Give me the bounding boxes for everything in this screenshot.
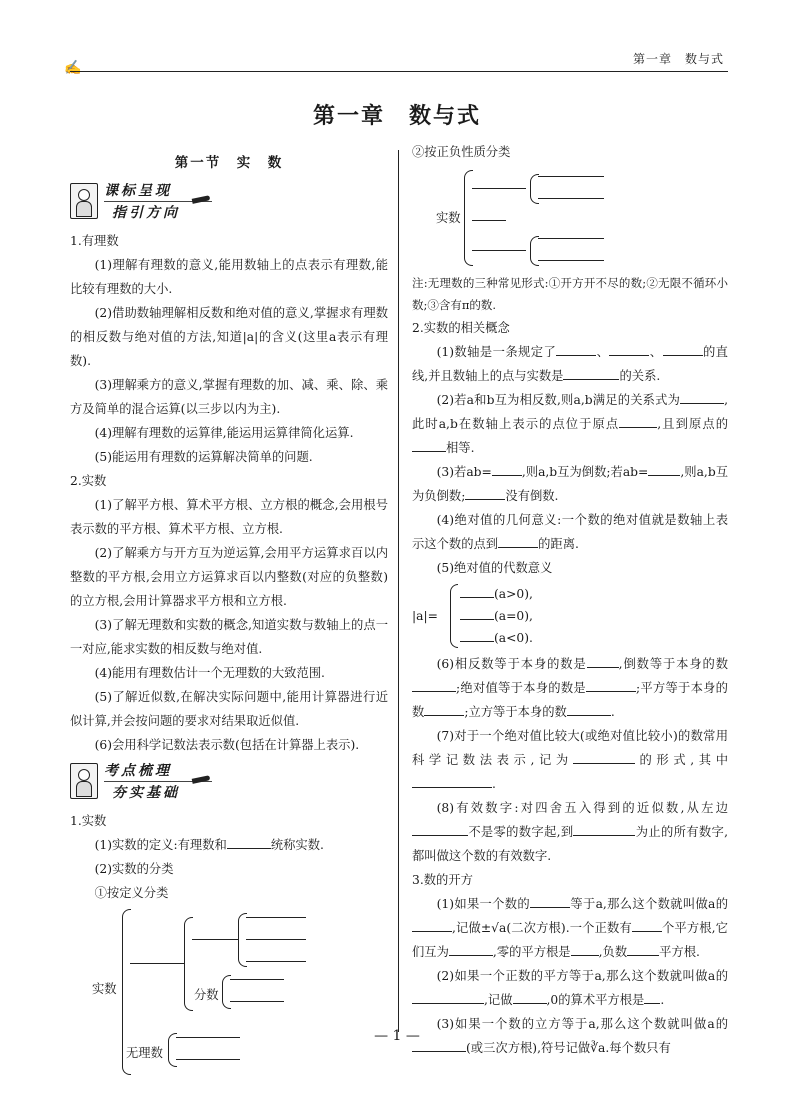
blank-line [246, 917, 306, 918]
badge-line1: 课标呈现 [104, 183, 172, 199]
heading: 1.实数 [70, 814, 107, 828]
paragraph: (1)实数的定义:有理数和 统称实数. [70, 833, 388, 857]
tree-root-label: 实数 [436, 211, 461, 225]
paragraph: (7)对于一个绝对值比较大(或绝对值比较小)的数常用科学记数法表示,记为 的形式,其中. [412, 729, 728, 791]
blank-line [130, 963, 184, 964]
paragraph: (5)能运用有理数的运算解决简单的问题. [94, 450, 313, 464]
paragraph: (1)理解有理数的意义,能用数轴上的点表示有理数,能比较有理数的大小. [70, 258, 388, 296]
heading: 2.实数的相关概念 [412, 321, 510, 335]
blank-line [472, 250, 526, 251]
badge-line2: 指引方向 [112, 205, 180, 221]
heading: 3.数的开方 [412, 873, 473, 887]
paragraph: (6)会用科学记数法表示数(包括在计算器上表示). [94, 738, 360, 752]
blank-line [538, 198, 604, 199]
paragraph: (2)若a和b互为相反数,则a,b满足的关系式为 ,此时a,b在数轴上表示的点位于原点 ,且到原点的相等. [412, 388, 728, 460]
blank-line [538, 176, 604, 177]
paragraph: (1)如果一个数的 等于a,那么这个数就叫做a的,记做±√a(二次方根).一个正数有 个平方根,它们互为 ,零的平方根是 ,负数 平方根. [412, 892, 728, 964]
teacher-figure-icon [70, 183, 98, 219]
paragraph: (1)了解平方根、算术平方根、立方根的概念,会用根号表示数的平方根、算术平方根、立方根. [70, 498, 388, 536]
blank-line [192, 939, 238, 940]
classification-tree-sign [412, 164, 728, 272]
blank-line [472, 220, 506, 221]
brush-icon [192, 775, 211, 784]
absolute-value-cases: |a|= (a>0), (a=0), (a<0). [412, 580, 728, 652]
paragraph: (3)理解乘方的意义,掌握有理数的加、减、乘、除、乘方及简单的混合运算(以三步以内为主). [70, 378, 388, 416]
paragraph: (4)绝对值的几何意义:一个数的绝对值就是数轴上表示这个数的点到 的距离. [412, 513, 728, 551]
section-title: 第一节 实 数 [174, 155, 284, 171]
blank-line [176, 1059, 240, 1060]
running-header: 第一章 数与式 [632, 52, 724, 66]
paragraph: (2)了解乘方与开方互为逆运算,会用平方运算求百以内整数的平方根,会用立方运算求百以内整数(对应的负整数)的立方根,会用计算器求平方根和立方根. [70, 546, 388, 608]
abs-lhs: |a|= [412, 609, 438, 623]
brush-icon [192, 195, 211, 204]
paragraph: (4)能用有理数估计一个无理数的大致范围. [94, 666, 325, 680]
paragraph: (3)若ab= ,则a,b互为倒数;若ab= ,则a,b互为负倒数; 没有倒数. [412, 460, 728, 508]
brace [222, 975, 231, 1009]
student-figure-icon [70, 763, 98, 799]
blank-line [246, 939, 306, 940]
paragraph: (2)借助数轴理解相反数和绝对值的意义,掌握求有理数的相反数与绝对值的方法,知道|a|的含义(这里a表示有理数). [70, 306, 388, 368]
heading: 1.有理数 [70, 234, 119, 248]
badge-line1: 考点梳理 [104, 763, 172, 779]
paragraph: (1)数轴是一条规定了 、 、 的直线,并且数轴上的点与实数是 的关系. [412, 340, 728, 388]
fraction-label: 分数 [194, 988, 219, 1002]
paragraph: (5)绝对值的代数意义 [436, 561, 553, 575]
paragraph: (2)实数的分类 [94, 862, 174, 876]
blank-line [246, 961, 306, 962]
badge-keypoints [70, 761, 388, 805]
header-rule [70, 71, 728, 72]
blank-line [472, 188, 526, 189]
subheading: ②按正负性质分类 [412, 145, 511, 159]
chapter-title: 第一章 数与式 [312, 103, 481, 129]
paragraph: (6)相反数等于本身的数是 ,倒数等于本身的数;绝对值等于本身的数是 ;平方等于本身的数 ;立方等于本身的数 . [412, 652, 728, 724]
brace [464, 170, 473, 266]
page-number: — 1 — [374, 1028, 420, 1044]
right-column [412, 140, 728, 1060]
column-divider [398, 150, 399, 1032]
blank-line [227, 835, 271, 849]
paragraph: (5)了解近似数,在解决实际问题中,能用计算器进行近似计算,并会按问题的要求对结果取近似值. [70, 690, 388, 728]
blank-line [230, 979, 284, 980]
irrational-label: 无理数 [126, 1046, 163, 1060]
paragraph: (4)理解有理数的运算律,能运用运算律简化运算. [94, 426, 354, 440]
note: 注:无理数的三种常见形式:①开方开不尽的数;②无限不循环小数;③含有π的数. [412, 276, 728, 312]
blank-line [538, 238, 604, 239]
brace [238, 913, 247, 967]
paragraph: ①按定义分类 [94, 886, 169, 900]
blank-line [230, 1001, 284, 1002]
pen-icon: ✍ [64, 60, 82, 76]
tree-root-label: 实数 [92, 982, 117, 996]
brace [184, 917, 193, 1011]
classification-tree-definition [70, 905, 388, 1080]
badge-line2: 夯实基础 [112, 785, 180, 801]
paragraph: (3)了解无理数和实数的概念,知道实数与数轴上的点一一对应,能求实数的相反数与绝对值. [70, 618, 388, 656]
left-column [70, 150, 388, 1080]
brace [450, 584, 458, 648]
brace [530, 236, 539, 266]
blank-line [538, 260, 604, 261]
paragraph: (3)如果一个数的立方等于a,那么这个数就叫做a的(或三次方根),符号记做∛a.每个数只有 [412, 1012, 728, 1060]
heading: 2.实数 [70, 474, 107, 488]
brace [530, 174, 539, 204]
paragraph: (2)如果一个正数的平方等于a,那么这个数就叫做a的,记做 ,0的算术平方根是 . [412, 964, 728, 1012]
paragraph: (8)有效数字:对四舍五入得到的近似数,从左边不是零的数字起,到 为止的所有数字,都叫做这个数的有效数字. [412, 801, 728, 863]
badge-curriculum [70, 181, 388, 225]
